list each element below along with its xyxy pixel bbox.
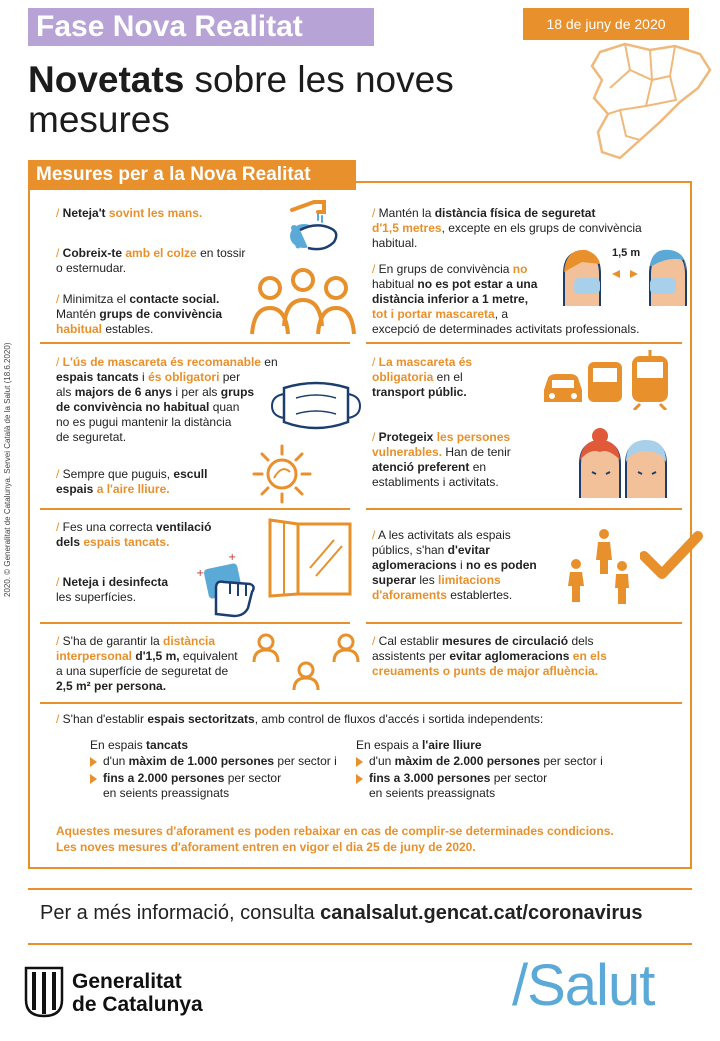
bullet-arrow-icon — [90, 757, 97, 767]
face-mask-icon — [268, 378, 364, 434]
item-avoid-crowds: / A les activitats als espais públics, s'han d'evitar aglomeracions i no es poden superar les limitacions d'aforaments establertes. — [372, 528, 537, 602]
item-interpersonal-distance: / S'ha de garantir la distància interpersonal d'1,5 m, equivalent a una superfície de seguretat de 2,5 m² per persona. — [56, 634, 238, 693]
more-info-line: Per a més informació, consulta canalsalut.gencat.cat/coronavirus — [40, 902, 643, 924]
open-bullet-1: d'un màxim de 2.000 persones per sector i — [356, 754, 603, 769]
title-line2: mesures — [28, 99, 170, 140]
page-title — [28, 60, 548, 140]
window-icon — [264, 518, 356, 598]
divider-left-3 — [40, 622, 350, 624]
footer-divider-top — [28, 888, 692, 890]
item-outdoor: / Sempre que puguis, escull espais a l'aire lliure. — [56, 467, 208, 496]
item-mask-recommended: / L'ús de mascareta és recomanable en espais tancats i és obligatori per als majors de 6 anys i per als grups de convivència no habitual quan no es pugui mantenir la distància de seguretat. — [56, 355, 278, 444]
generalitat-name: Generalitat de Catalunya — [72, 970, 203, 1016]
section-label: Mesures per a la Nova Realitat — [28, 160, 356, 190]
capacity-note: Aquestes mesures d'aforament es poden rebaixar en cas de complir-se determinades condicions. Les noves mesures d'aforament entren en vigor el dia 25 de juny de 2020. — [56, 824, 614, 854]
divider-left-1 — [40, 342, 350, 344]
item-ventilation: / Fes una correcta ventilació dels espais tancats. — [56, 520, 212, 549]
bullet-arrow-icon — [90, 774, 97, 784]
elderly-people-icon — [574, 426, 674, 502]
cleaning-hand-icon — [190, 548, 262, 618]
group-people-icon — [248, 264, 358, 344]
sectorized-spaces-intro: / S'han d'establir espais sectoritzats, amb control de fluxos d'accés i sortida independents: — [56, 712, 544, 726]
frame-bottom-line — [28, 867, 692, 869]
closed-bullet-1: d'un màxim de 1.000 persones per sector i — [90, 754, 337, 769]
catalonia-map-icon — [580, 40, 720, 165]
item-circulation-measures: / Cal establir mesures de circulació dels assistents per evitar aglomeracions en els creuaments o punts de major afluència. — [372, 634, 607, 678]
spaced-people-icon — [560, 528, 630, 604]
closed-spaces-heading: En espais tancats — [90, 738, 189, 752]
hand-washing-icon — [284, 196, 346, 258]
item-wash-hands: / Neteja't sovint les mans. — [56, 206, 203, 220]
generalitat-logo-icon — [24, 966, 64, 1018]
item-social-contact: / Minimitza el contacte social. Mantén grups de convivència habitual estables. — [56, 292, 223, 336]
divider-right-2 — [366, 508, 682, 510]
salut-logo: /Salut — [512, 953, 655, 1018]
distanced-people-icon — [250, 632, 366, 692]
svg-text:+: + — [228, 552, 237, 563]
open-spaces-heading: En espais a l'aire lliure — [356, 738, 482, 752]
checkmark-icon — [640, 530, 704, 582]
svg-text:+: + — [196, 568, 205, 579]
item-cohabitation-groups: / En grups de convivència no habitual no es pot estar a una distància inferior a 1 metre, tot i portar mascareta, a excepció de determinades activitats professionals. — [372, 262, 640, 336]
open-bullet-2: fins a 3.000 persones per sector en seients preassignats — [356, 771, 547, 801]
frame-left-line — [28, 181, 30, 869]
divider-left-2 — [40, 508, 350, 510]
item-vulnerable: / Protegeix les persones vulnerables. Han de tenir atenció preferent en establiments i activitats. — [372, 430, 511, 489]
distance-label: 1,5 m — [612, 247, 641, 259]
frame-top-line — [356, 181, 692, 183]
item-physical-distance: / Mantén la distància física de seguretat d'1,5 metres, excepte en els grups de convivència habitual. — [372, 206, 642, 250]
divider-right-3 — [366, 622, 682, 624]
info-link[interactable]: canalsalut.gencat.cat/coronavirus — [320, 902, 643, 924]
transport-vehicles-icon — [540, 350, 690, 410]
bullet-arrow-icon — [356, 757, 363, 767]
copyright-note: 2020. © Generalitat de Catalunya. Servei Català de la Salut (18.6.2020) — [3, 342, 12, 597]
footer-divider-bottom — [28, 943, 692, 945]
title-bold: Novetats — [28, 59, 185, 100]
closed-bullet-2: fins a 2.000 persones per sector en seients preassignats — [90, 771, 281, 801]
phase-banner: Fase Nova Realitat — [28, 8, 374, 46]
item-elbow: / Cobreix-te amb el colze en tossir o esternudar. — [56, 246, 246, 275]
divider-right-1 — [366, 342, 682, 344]
title-rest: sobre les noves — [184, 59, 454, 100]
bullet-arrow-icon — [356, 774, 363, 784]
sun-icon — [250, 442, 314, 506]
item-disinfect: / Neteja i desinfecta les superfícies. — [56, 575, 169, 604]
divider-full — [40, 702, 682, 704]
item-public-transport: / La mascareta és obligatoria en el transport públic. — [372, 355, 473, 399]
date-badge: 18 de juny de 2020 — [523, 8, 689, 40]
